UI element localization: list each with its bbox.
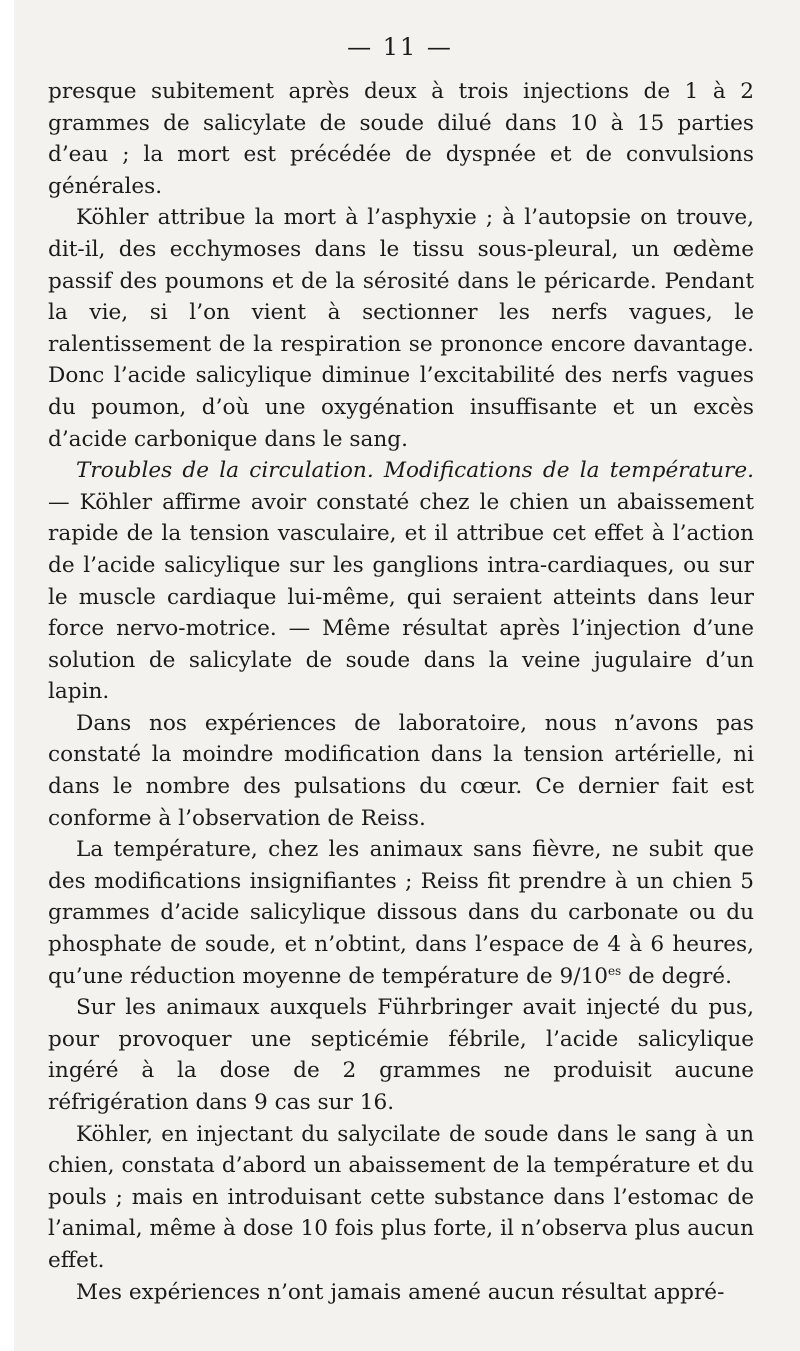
page-margin-strip xyxy=(0,0,14,1351)
paragraph-2: Köhler attribue la mort à l’asphyxie ; à l’autopsie on trouve, dit-il, des ecchymoses dans le tissu sous-pleural, un œdème passif des poumons et de la sérosité dans le péricarde. Pendant la vie, si l’on vient à sectionner les nerfs vagues, le ralentissement de la respiration se prononce encore davantage. Donc l’acide salicylique diminue l’excitabilité des nerfs vagues du poumon, d’où une oxygénation insuffisante et un excès d’acide carbonique dans le sang. xyxy=(48,205,754,452)
superscript-es: es xyxy=(607,963,622,978)
paragraph-4: Dans nos expériences de laboratoire, nous n’avons pas constaté la moindre modification dans la tension artérielle, ni dans le nombre des pulsations du cœur. Ce dernier fait est conforme à l’observation de Reiss. xyxy=(48,710,754,831)
page-body xyxy=(48,76,754,1308)
paragraph-3 xyxy=(48,455,754,708)
section-heading: Troubles de la circulation. Modifications de la température. xyxy=(76,458,754,484)
section-heading-dash: — xyxy=(48,489,70,515)
paragraph-3-text: Köhler affirme avoir constaté chez le chien un abaissement rapide de la tension vasculaire, et il attribue cet effet à l’action de l’acide salicylique sur les ganglions intra-cardiaques, ou sur le muscle cardiaque lui-même, qui seraient atteints dans leur force nervo-motrice. — Même résultat après l’injection d’une solution de salicylate de soude dans la veine jugulaire d’un lapin. xyxy=(48,489,754,705)
page-number: — 11 — xyxy=(347,33,453,61)
paragraph-7: Köhler, en injectant du salycilate de soude dans le sang à un chien, constata d’abord un abaissement de la température et du pouls ; mais en introduisant cette substance dans l’estomac de l’animal, même à dose 10 fois plus forte, il n’observa plus aucun effet. xyxy=(48,1121,754,1273)
paragraph-5-text: La température, chez les animaux sans fièvre, ne subit que des modifications insignifiantes ; Reiss fit prendre à un chien 5 grammes d’acide salicylique dissous dans du carbonate ou du phosphate de soude, et n’obtint, dans l’espace de 4 à 6 heures, qu’une réduction moyenne de température de 9/10 xyxy=(48,837,754,989)
paragraph-8: Mes expériences n’ont jamais amené aucun résultat appré- xyxy=(76,1279,725,1305)
paragraph-5-end: de degré. xyxy=(621,963,732,989)
paragraph-1: presque subitement après deux à trois injections de 1 à 2 grammes de salicylate de soude dilué dans 10 à 15 parties d’eau ; la mort est précédée de dyspnée et de convulsions générales. xyxy=(48,79,754,199)
paragraph-5 xyxy=(48,834,754,992)
paragraph-6: Sur les animaux auxquels Führbringer avait injecté du pus, pour provoquer une septicémie fébrile, l’acide salicylique ingéré à la dose de 2 grammes ne produisit aucune réfrigération dans 9 cas sur 16. xyxy=(48,995,754,1115)
